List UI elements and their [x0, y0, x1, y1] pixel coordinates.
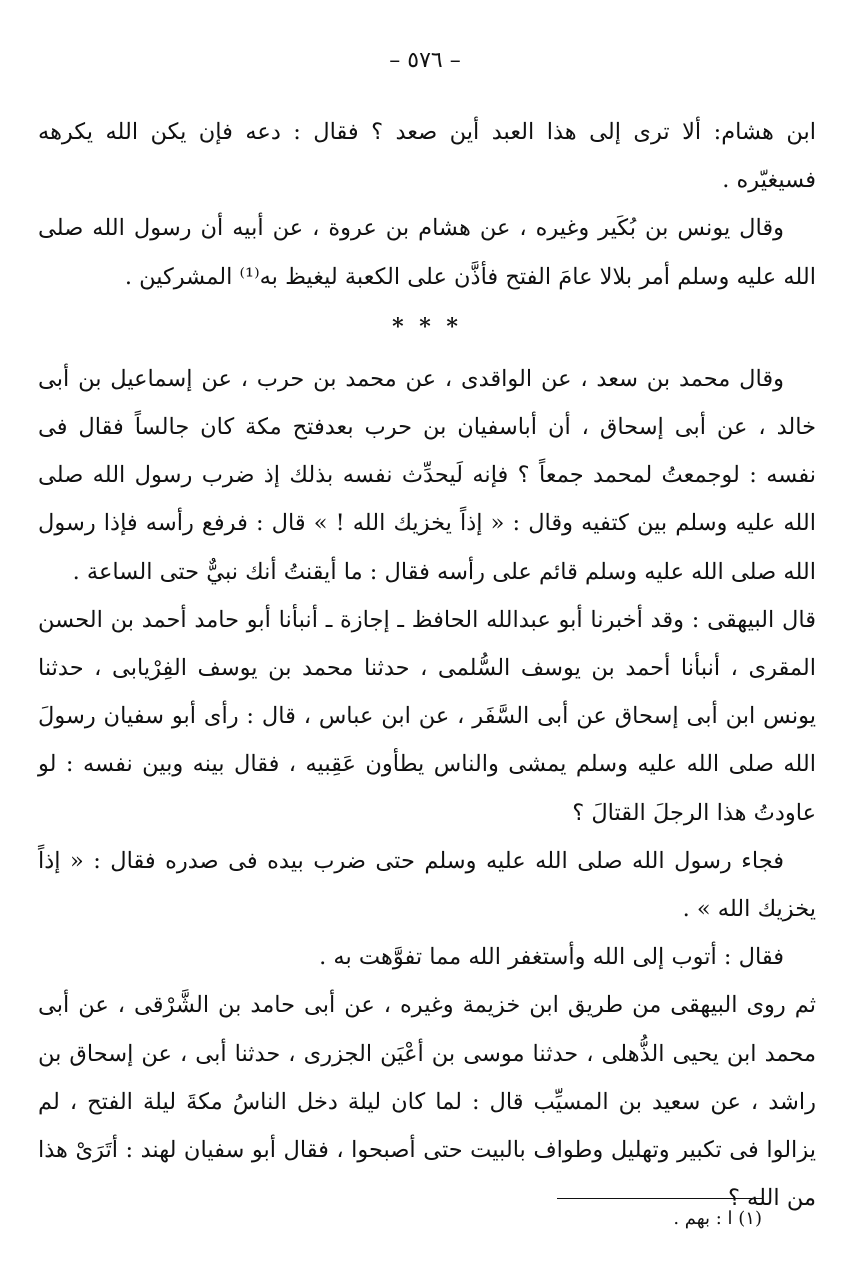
body-text: [38, 108, 816, 1222]
paragraph: ابن هشام: ألا ترى إلى هذا العبد أين صعد ؟ فقال : دعه فإن يكن الله يكرهه فسيغيّره .: [38, 119, 816, 194]
paragraph: فجاء رسول الله صلى الله عليه وسلم حتى ضرب بيده فى صدره فقال : « إذاً يخزيك الله » .: [38, 847, 816, 923]
footnote-divider: [557, 1198, 762, 1199]
paragraph: قال البيهقى : وقد أخبرنا أبو عبدالله الحافظ ـ إجازة ـ أنبأنا أبو حامد أحمد بن الحسن المقرى ، أنبأنا أحمد بن يوسف السُّلمى ، حدثنا محمد بن يوسف الفِرْيابى ، حدثنا يونس ابن أبى إسحاق عن أبى السَّفَر ، عن ابن عباس ، قال : رأى أبو سفيان رسولَ الله صلى الله عليه وسلم يمشى والناس يطأون عَقِبيه ، فقال بينه وبين نفسه : لو عاودتُ هذا الرجلَ القتالَ ؟: [38, 606, 816, 826]
paragraph: وقال محمد بن سعد ، عن الواقدى ، عن محمد بن حرب ، عن إسماعيل بن أبى خالد ، عن أبى إسحاق ، أن أباسفيان بن حرب بعدفتح مكة كان جالساً فقال فى نفسه : لوجمعتُ لمحمد جمعاً ؟ فإنه لَيحدِّث نفسه بذلك إذ ضرب رسول الله صلى الله عليه وسلم بين كتفيه وقال : « إذاً يخزيك الله ! » قال : فرفع رأسه فإذا رسول الله صلى الله عليه وسلم قائم على رأسه فقال : ما أيقنتُ أنك نبيٌّ حتى الساعة .: [38, 365, 816, 585]
section-separator: * * *: [392, 313, 462, 340]
paragraph: فقال : أتوب إلى الله وأستغفر الله مما تفوَّهت به .: [319, 944, 784, 971]
paragraph: وقال يونس بن بُكَير وغيره ، عن هشام بن عروة ، عن أبيه أن رسول الله صلى الله عليه وسلم أمر بلالا عامَ الفتح فأذَّن على الكعبة ليغيظ به⁽¹⁾ المشركين .: [38, 215, 816, 290]
footnote: (١) ا : بهم .: [673, 1208, 762, 1229]
page-number: – ٥٧٦ –: [389, 48, 461, 73]
paragraph: ثم روى البيهقى من طريق ابن خزيمة وغيره ، عن أبى حامد بن الشَّرْقى ، عن أبى محمد ابن يحيى الذُّهلى ، حدثنا موسى بن أعْيَن الجزرى ، حدثنا أبى ، عن إسحاق بن راشد ، عن سعيد بن المسيِّب قال : لما كان ليلة دخل الناسُ مكةَ ليلة الفتح ، لم يزالوا فى تكبير وتهليل وطواف بالبيت حتى أصبحوا ، فقال أبو سفيان لهند : أتَرَىْ هذا من الله ؟: [38, 992, 816, 1212]
